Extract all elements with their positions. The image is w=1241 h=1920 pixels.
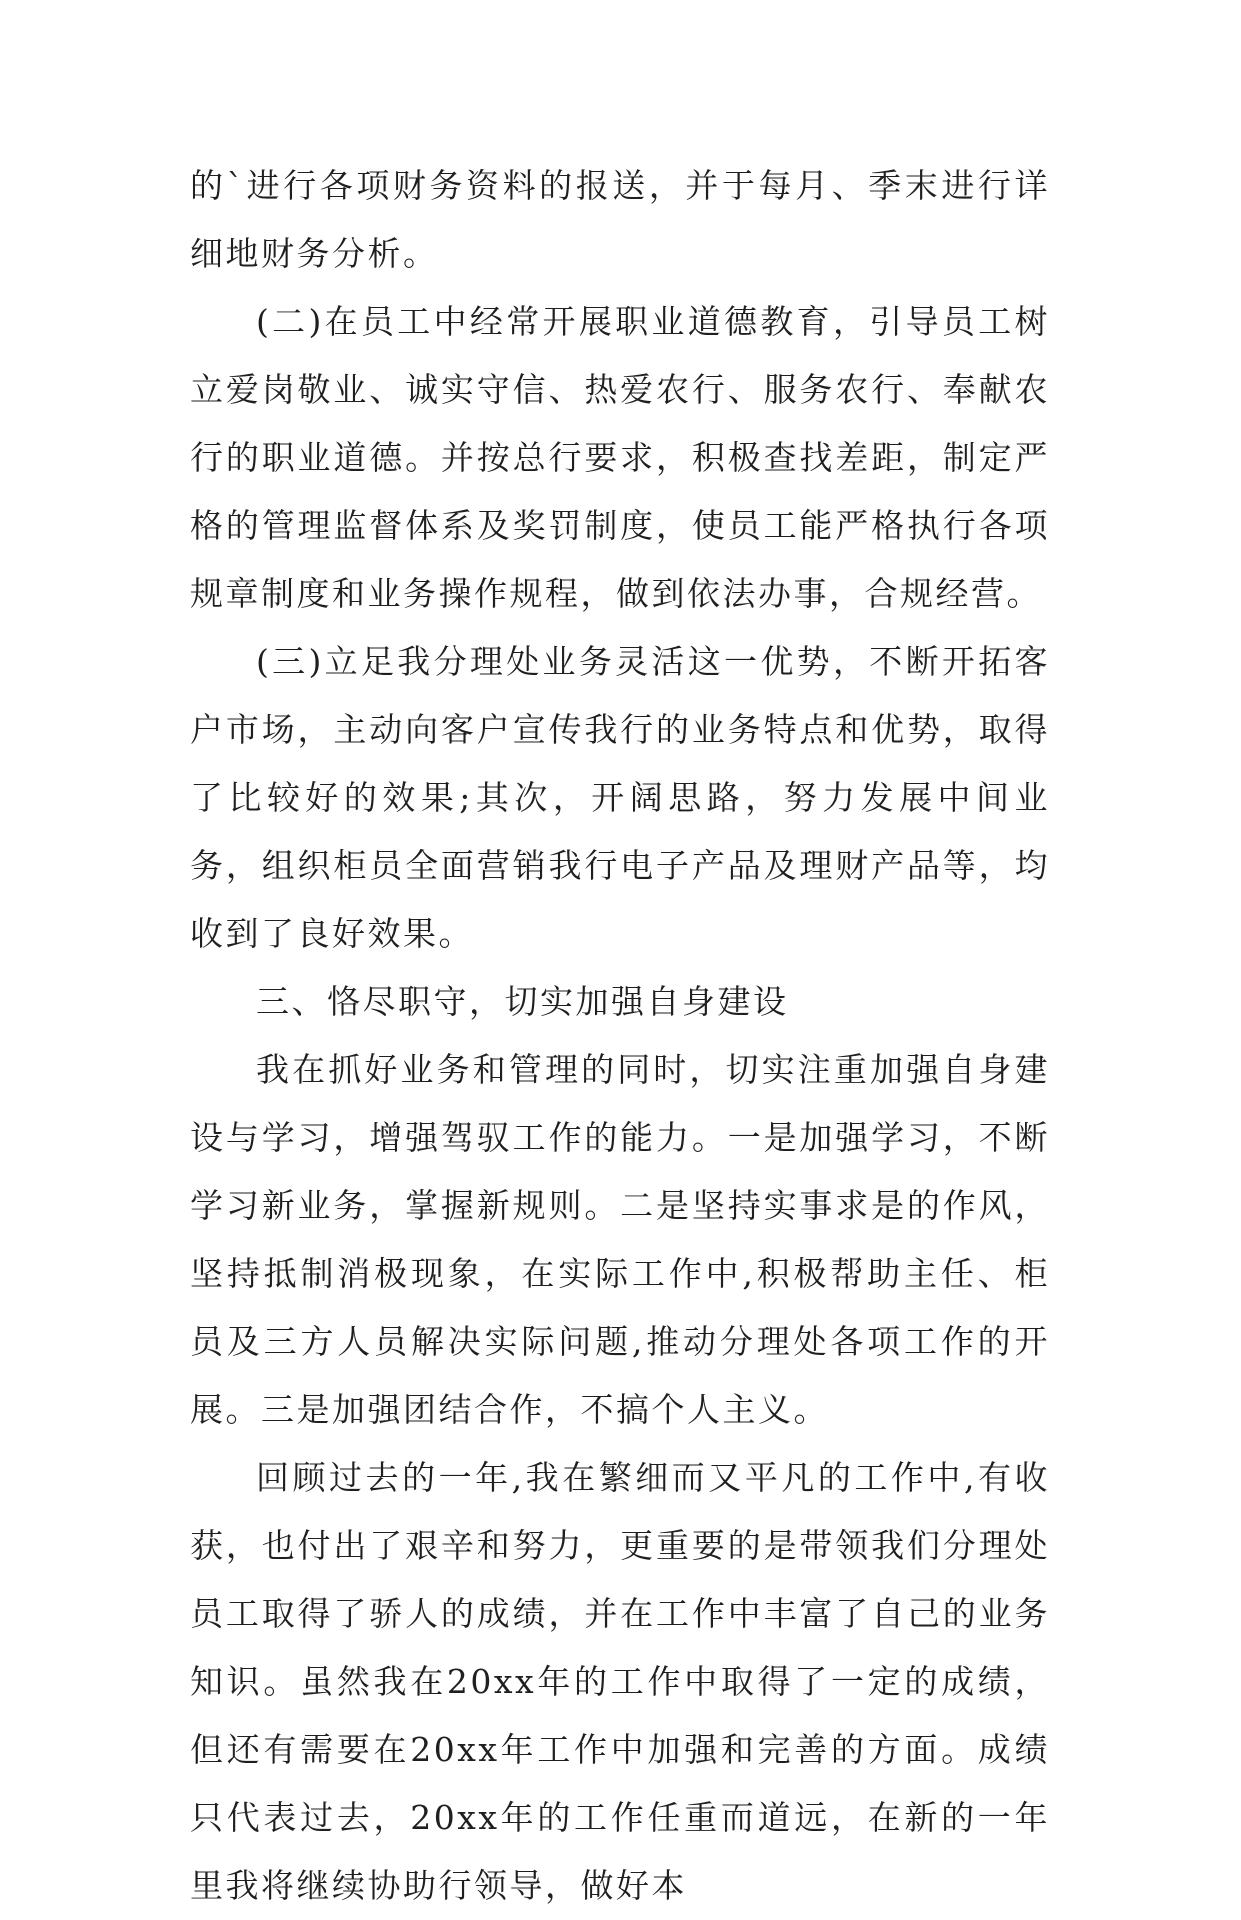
document-body	[190, 152, 1050, 1920]
paragraph-financial-reporting: 的`进行各项财务资料的报送，并于每月、季末进行详细地财务分析。	[190, 166, 1050, 273]
section-heading-self-building: 三、恪尽职守，切实加强自身建设	[256, 982, 789, 1021]
paragraph-ethics-education: (二)在员工中经常开展职业道德教育，引导员工树立爱岗敬业、诚实守信、热爱农行、服务农行、奉献农行的职业道德。并按总行要求，积极查找差距，制定严格的管理监督体系及奖罚制度，使员工能严格执行各项规章制度和业务操作规程，做到依法办事，合规经营。	[190, 302, 1050, 613]
paragraph-year-review: 回顾过去的一年,我在繁细而又平凡的工作中,有收获，也付出了艰辛和努力，更重要的是带领我们分理处员工取得了骄人的成绩，并在工作中丰富了自己的业务知识。虽然我在20xx年的工作中取得了一定的成绩，但还有需要在20xx年工作中加强和完善的方面。成绩只代表过去，20xx年的工作任重而道远，在新的一年里我将继续协助行领导，做好本	[190, 1458, 1050, 1905]
paragraph-market-expansion: (三)立足我分理处业务灵活这一优势，不断开拓客户市场，主动向客户宣传我行的业务特点和优势，取得了比较好的效果;其次，开阔思路，努力发展中间业务，组织柜员全面营销我行电子产品及理财产品等，均收到了良好效果。	[190, 642, 1050, 953]
paragraph-self-development: 我在抓好业务和管理的同时，切实注重加强自身建设与学习，增强驾驭工作的能力。一是加强学习，不断学习新业务，掌握新规则。二是坚持实事求是的作风，坚持抵制消极现象，在实际工作中,积极帮助主任、柜员及三方人员解决实际问题,推动分理处各项工作的开展。三是加强团结合作，不搞个人主义。	[190, 1050, 1050, 1429]
